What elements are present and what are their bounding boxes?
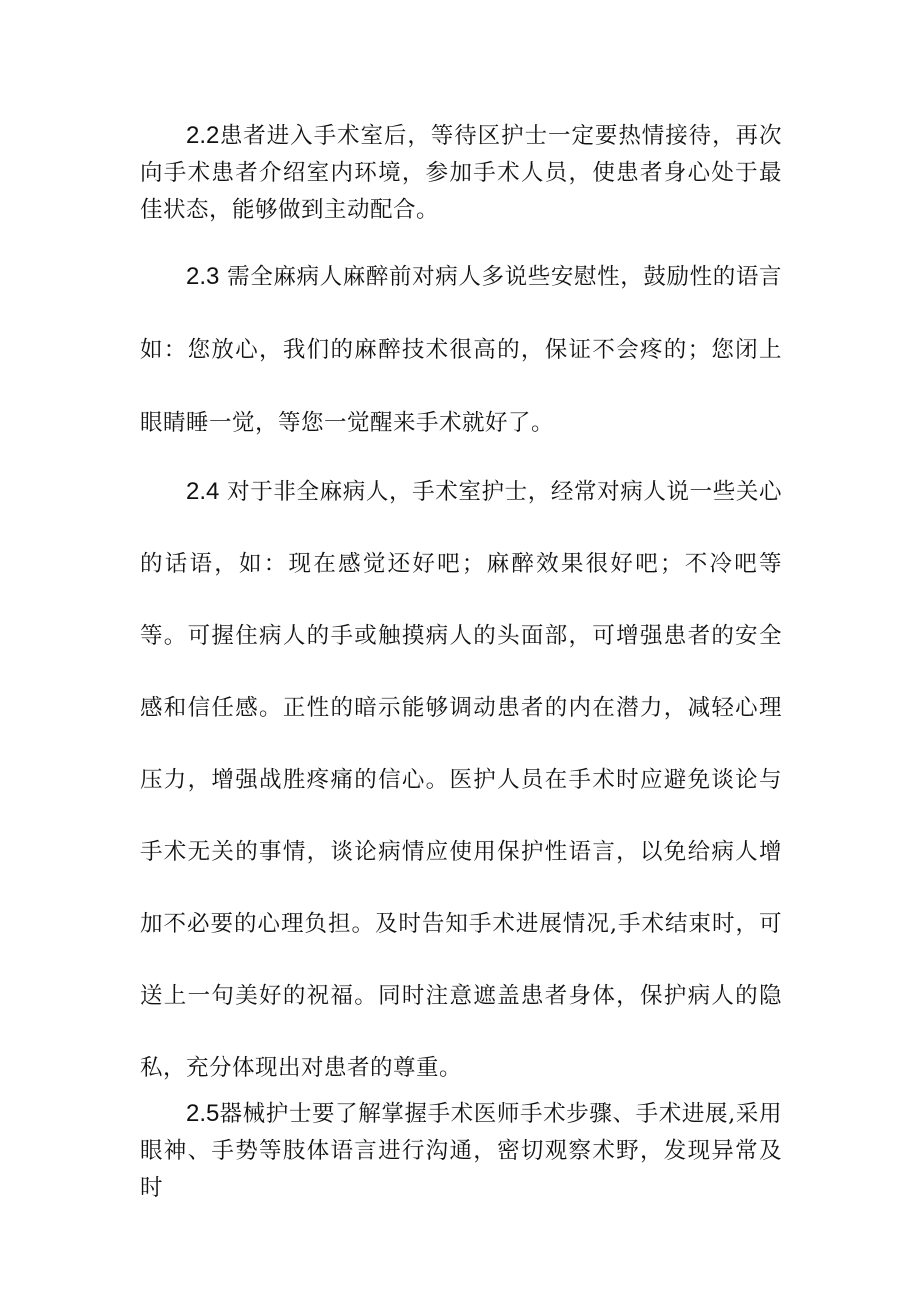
section-number: 2.4 [186,478,220,505]
section-number: 2.3 [186,263,220,290]
paragraph-text: 对于非全麻病人，手术室护士，经常对病人说一些关心的话语，如：现在感觉还好吧；麻醉效果很好吧；不冷吧等等。可握住病人的手或触摸病人的头面部，可增强患者的安全感和信任感。正性的暗示能够调动患者的内在潜力，减轻心理压力，增强战胜疼痛的信心。医护人员在手术时应避免谈论与手术无关的事情，谈论病情应使用保护性语言，以免给病人增加不必要的心理负担。及时告知手术进展情况,手术结束时，可送上一句美好的祝福。同时注意遮盖患者身体，保护病人的隐私，充分体现出对患者的尊重。 [140,479,782,1081]
section-number: 2.2 [186,122,220,149]
paragraph-2-4 [140,456,782,1104]
paragraph-2-3 [140,240,782,460]
paragraph-2-2 [140,117,782,229]
paragraph-2-5 [140,1095,782,1207]
paragraph-text: 需全麻病人麻醉前对病人多说些安慰性，鼓励性的语言如：您放心，我们的麻醉技术很高的，保证不会疼的；您闭上眼睛睡一觉，等您一觉醒来手术就好了。 [140,264,782,436]
paragraph-text: 器械护士要了解掌握手术医师手术步骤、手术进展,采用眼神、手势等肢体语言进行沟通，密切观察术野，发现异常及时 [140,1101,782,1201]
section-number: 2.5 [186,1100,220,1127]
paragraph-text: 患者进入手术室后，等待区护士一定要热情接待，再次向手术患者介绍室内环境，参加手术人员，使患者身心处于最佳状态，能够做到主动配合。 [140,123,782,223]
